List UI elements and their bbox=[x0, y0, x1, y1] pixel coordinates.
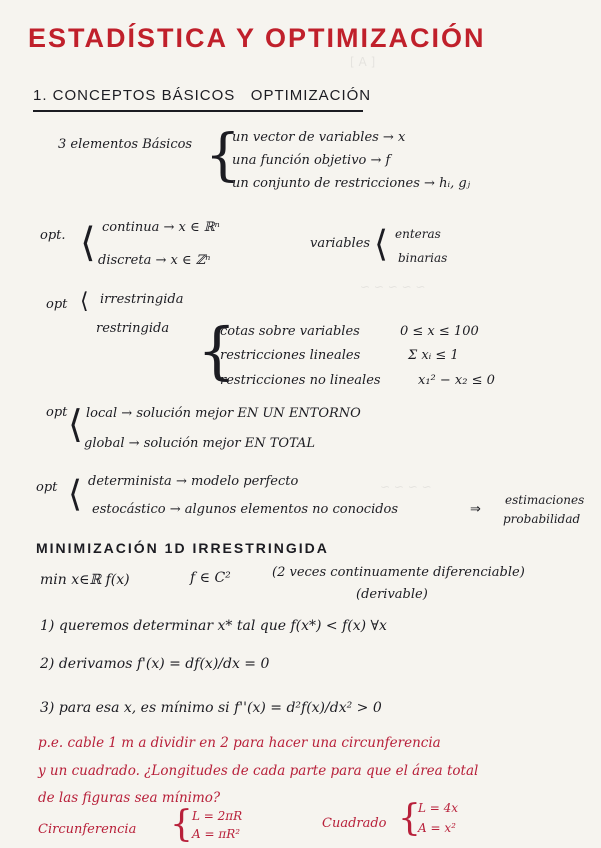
basics-label: 3 elementos Básicos bbox=[58, 137, 193, 152]
section-heading: MINIMIZACIÓN 1D IRRESTRINGIDA bbox=[36, 540, 329, 556]
opt-item: local → solución mejor EN UN ENTORNO bbox=[86, 406, 361, 421]
brace-icon: { bbox=[398, 798, 421, 839]
brace-icon: { bbox=[205, 123, 241, 188]
bleed-through-text: ~ ~ ~ ~ ~ bbox=[360, 280, 426, 294]
restriction-example: 0 ≤ x ≤ 100 bbox=[400, 324, 479, 339]
class-note: (derivable) bbox=[356, 587, 428, 602]
section-heading bbox=[33, 88, 371, 104]
circle-equation: A = πR² bbox=[192, 827, 241, 841]
opt-label: opt bbox=[36, 480, 58, 495]
opt-item: global → solución mejor EN TOTAL bbox=[84, 436, 316, 451]
basics-item: un conjunto de restricciones → hᵢ, gⱼ bbox=[232, 176, 471, 191]
section-heading-sub: OPTIMIZACIÓN bbox=[250, 87, 372, 104]
step-line: 2) derivamos f'(x) = df(x)/dx = 0 bbox=[40, 656, 270, 672]
basics-item: un vector de variables → x bbox=[232, 130, 406, 145]
opt-item: continua → x ∈ ℝⁿ bbox=[102, 220, 220, 235]
brace-icon: { bbox=[170, 804, 193, 845]
bleed-through-text: ~ ~ ~ ~ bbox=[380, 480, 432, 494]
opt-item: determinista → modelo perfecto bbox=[88, 474, 299, 489]
restriction-type: restricciones no lineales bbox=[220, 373, 381, 388]
brace-icon: ⟨ bbox=[68, 474, 83, 515]
brace-icon: ⟨ bbox=[80, 289, 89, 314]
stochastic-note: probabilidad bbox=[503, 512, 581, 526]
opt-label: opt bbox=[46, 405, 68, 420]
brace-icon: { bbox=[197, 314, 237, 387]
brace-icon: ⟨ bbox=[80, 220, 96, 266]
square-equation: L = 4x bbox=[418, 801, 459, 815]
example-line: de las figuras sea mínimo? bbox=[38, 790, 221, 806]
brace-icon: ⟨ bbox=[68, 402, 83, 446]
class-note: (2 veces continuamente diferenciable) bbox=[272, 565, 525, 580]
opt-label: opt bbox=[46, 297, 68, 312]
circle-equation: L = 2πR bbox=[192, 809, 243, 823]
variables-item: enteras bbox=[395, 227, 441, 241]
step-line: 1) queremos determinar x* tal que f(x*) < f(x) ∀x bbox=[40, 618, 387, 634]
square-equation: A = x² bbox=[418, 821, 456, 835]
basics-item: una función objetivo → f bbox=[232, 153, 391, 168]
opt-item: estocástico → algunos elementos no conocidos bbox=[92, 502, 399, 517]
stochastic-note: estimaciones bbox=[505, 493, 585, 507]
example-line: y un cuadrado. ¿Longitudes de cada parte para que el área total bbox=[38, 763, 479, 779]
example-line: p.e. cable 1 m a dividir en 2 para hacer una circunferencia bbox=[38, 735, 441, 751]
opt-item: restringida bbox=[96, 321, 170, 336]
bleed-through-text: [ A ] bbox=[350, 55, 376, 69]
section-heading-main: 1. CONCEPTOS BÁSICOS bbox=[33, 87, 236, 104]
class-expression: f ∈ C² bbox=[190, 570, 231, 586]
min-expression: min x∈ℝ f(x) bbox=[40, 572, 130, 588]
step-line: 3) para esa x, es mínimo si f''(x) = d²f(x)/dx² > 0 bbox=[40, 700, 382, 716]
heading-underline bbox=[33, 110, 363, 112]
restriction-example: x₁² − x₂ ≤ 0 bbox=[418, 373, 495, 388]
variables-item: binarias bbox=[398, 251, 448, 265]
restriction-type: cotas sobre variables bbox=[220, 324, 360, 339]
variables-label: variables bbox=[310, 236, 371, 251]
opt-item: discreta → x ∈ ℤⁿ bbox=[98, 253, 211, 268]
implies-arrow-icon: ⇒ bbox=[470, 502, 481, 517]
restriction-example: Σ xᵢ ≤ 1 bbox=[408, 348, 459, 363]
restriction-type: restricciones lineales bbox=[220, 348, 361, 363]
page-title: ESTADÍSTICA Y OPTIMIZACIÓN bbox=[28, 23, 486, 53]
square-label: Cuadrado bbox=[322, 816, 387, 831]
opt-item: irrestringida bbox=[100, 292, 184, 307]
circle-label: Circunferencia bbox=[38, 822, 137, 837]
brace-icon: ⟨ bbox=[374, 224, 389, 265]
opt-label: opt. bbox=[40, 228, 66, 243]
